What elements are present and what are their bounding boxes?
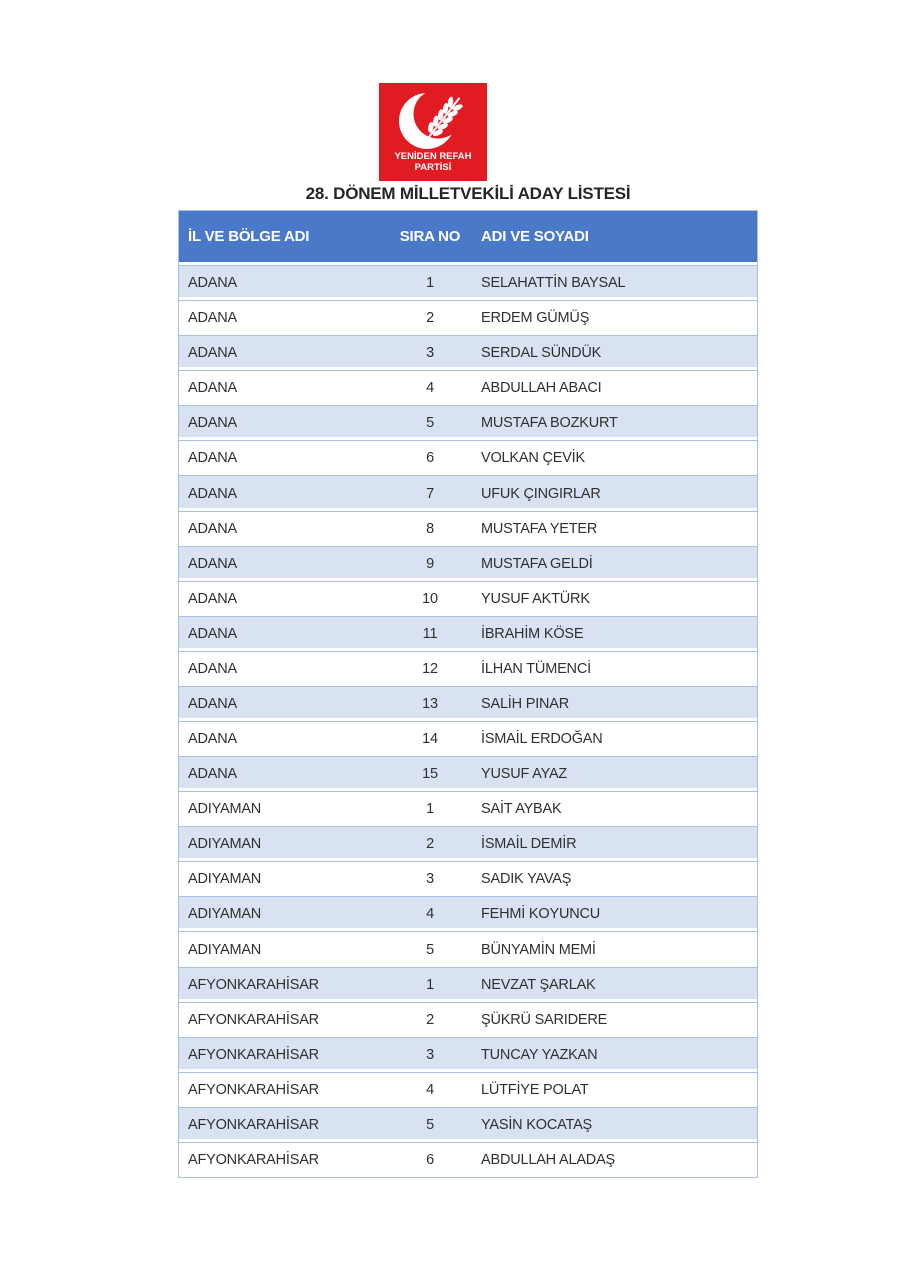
party-name-line2: PARTİSİ — [414, 162, 452, 173]
cell-rank: 6 — [426, 1151, 434, 1168]
cell-rank: 2 — [426, 836, 434, 853]
cell-province: ADANA — [188, 660, 237, 677]
cell-name: NEVZAT ŞARLAK — [481, 976, 596, 993]
cell-province: ADANA — [188, 310, 237, 327]
cell-rank: 3 — [426, 1046, 434, 1063]
table-row — [179, 791, 757, 826]
cell-name: YASİN KOCATAŞ — [481, 1116, 593, 1133]
table-row — [179, 1072, 757, 1107]
cell-province: ADIYAMAN — [188, 941, 262, 958]
cell-name: ERDEM GÜMÜŞ — [481, 310, 590, 327]
cell-rank: 15 — [422, 766, 438, 783]
cell-province: AFYONKARAHİSAR — [188, 1011, 319, 1028]
cell-name: VOLKAN ÇEVİK — [481, 450, 585, 467]
cell-name: ABDULLAH ABACI — [481, 380, 602, 397]
cell-province: AFYONKARAHİSAR — [188, 1081, 319, 1098]
cell-province: ADANA — [188, 766, 237, 783]
cell-rank: 5 — [426, 941, 434, 958]
table-row — [179, 686, 757, 721]
cell-name: ŞÜKRÜ SARIDERE — [481, 1011, 608, 1028]
table-row — [179, 370, 757, 405]
cell-province: AFYONKARAHİSAR — [188, 1116, 319, 1133]
cell-rank: 9 — [426, 555, 434, 572]
table-row — [179, 931, 757, 966]
table-row — [179, 581, 757, 616]
cell-name: SELAHATTİN BAYSAL — [481, 275, 626, 292]
cell-name: BÜNYAMİN MEMİ — [481, 941, 596, 958]
cell-name: İBRAHİM KÖSE — [481, 625, 584, 642]
table-row — [179, 1037, 757, 1072]
cell-name: SAİT AYBAK — [481, 801, 562, 818]
cell-province: ADANA — [188, 450, 237, 467]
cell-rank: 6 — [426, 450, 434, 467]
column-header-province: İL VE BÖLGE ADI — [188, 228, 310, 245]
cell-name: İSMAİL ERDOĞAN — [481, 731, 603, 748]
cell-province: ADANA — [188, 345, 237, 362]
cell-rank: 5 — [426, 415, 434, 432]
cell-rank: 11 — [422, 625, 438, 642]
cell-rank: 4 — [426, 906, 434, 923]
cell-province: AFYONKARAHİSAR — [188, 976, 319, 993]
table-row — [179, 1107, 757, 1142]
table-row — [179, 335, 757, 370]
cell-rank: 4 — [426, 1081, 434, 1098]
table-row — [179, 546, 757, 581]
party-logo-graphic — [379, 83, 487, 181]
column-header-name: ADI VE SOYADI — [481, 228, 589, 245]
cell-name: LÜTFİYE POLAT — [481, 1081, 589, 1098]
table-row — [179, 651, 757, 686]
cell-rank: 2 — [426, 310, 434, 327]
cell-rank: 4 — [426, 380, 434, 397]
candidate-table — [178, 210, 758, 1178]
cell-province: ADANA — [188, 415, 237, 432]
cell-name: YUSUF AYAZ — [481, 766, 568, 783]
cell-province: ADANA — [188, 695, 237, 712]
cell-rank: 3 — [426, 345, 434, 362]
cell-province: ADIYAMAN — [188, 906, 262, 923]
cell-name: MUSTAFA YETER — [481, 520, 598, 537]
table-row — [179, 616, 757, 651]
cell-name: UFUK ÇINGIRLAR — [481, 485, 601, 502]
column-header-rank: SIRA NO — [399, 228, 461, 245]
table-row — [179, 405, 757, 440]
cell-rank: 7 — [426, 485, 434, 502]
party-name-line1: YENİDEN REFAH — [394, 151, 472, 162]
cell-province: ADIYAMAN — [188, 801, 262, 818]
cell-rank: 8 — [426, 520, 434, 537]
cell-rank: 10 — [422, 590, 438, 607]
table-row — [179, 475, 757, 510]
table-row — [179, 721, 757, 756]
cell-province: ADANA — [188, 731, 237, 748]
cell-province: ADIYAMAN — [188, 871, 262, 888]
cell-name: ABDULLAH ALADAŞ — [481, 1151, 616, 1168]
cell-name: MUSTAFA BOZKURT — [481, 415, 618, 432]
cell-name: TUNCAY YAZKAN — [481, 1046, 598, 1063]
cell-rank: 2 — [426, 1011, 434, 1028]
table-row — [179, 300, 757, 335]
cell-name: İLHAN TÜMENCİ — [481, 660, 591, 677]
table-row — [179, 1142, 757, 1177]
cell-name: SERDAL SÜNDÜK — [481, 345, 602, 362]
table-row — [179, 1002, 757, 1037]
cell-province: ADANA — [188, 485, 237, 502]
cell-province: ADANA — [188, 625, 237, 642]
cell-province: AFYONKARAHİSAR — [188, 1046, 319, 1063]
table-header-row — [179, 211, 757, 265]
table-row — [179, 265, 757, 300]
cell-name: SADIK YAVAŞ — [481, 871, 572, 888]
cell-rank: 5 — [426, 1116, 434, 1133]
table-row — [179, 896, 757, 931]
cell-rank: 12 — [422, 660, 438, 677]
table-row — [179, 440, 757, 475]
cell-rank: 1 — [426, 976, 434, 993]
table-row — [179, 511, 757, 546]
cell-name: MUSTAFA GELDİ — [481, 555, 593, 572]
cell-name: FEHMİ KOYUNCU — [481, 906, 601, 923]
cell-rank: 3 — [426, 871, 434, 888]
party-logo — [379, 83, 487, 181]
table-body — [179, 265, 757, 1177]
cell-province: ADANA — [188, 555, 237, 572]
cell-rank: 14 — [422, 731, 438, 748]
table-row — [179, 756, 757, 791]
cell-name: İSMAİL DEMİR — [481, 836, 577, 853]
cell-province: ADANA — [188, 380, 237, 397]
cell-name: YUSUF AKTÜRK — [481, 590, 590, 607]
cell-rank: 1 — [426, 801, 434, 818]
page-title: 28. DÖNEM MİLLETVEKİLİ ADAY LİSTESİ — [305, 184, 631, 203]
cell-province: ADANA — [188, 520, 237, 537]
table-row — [179, 967, 757, 1002]
cell-province: AFYONKARAHİSAR — [188, 1151, 319, 1168]
cell-province: ADANA — [188, 590, 237, 607]
cell-province: ADIYAMAN — [188, 836, 262, 853]
cell-rank: 1 — [426, 275, 434, 292]
table-row — [179, 826, 757, 861]
cell-rank: 13 — [422, 695, 438, 712]
table-row — [179, 861, 757, 896]
cell-province: ADANA — [188, 275, 237, 292]
cell-name: SALİH PINAR — [481, 695, 570, 712]
